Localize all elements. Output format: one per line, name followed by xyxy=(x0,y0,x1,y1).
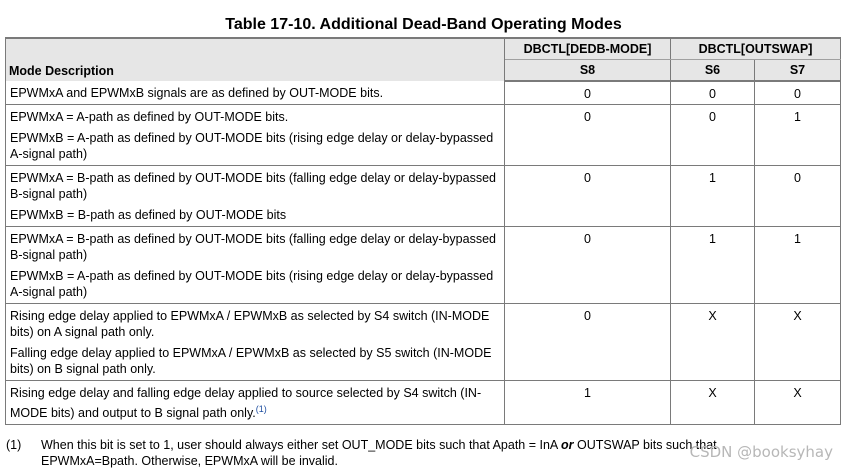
s8-cell: 0 xyxy=(505,166,671,227)
dead-band-modes-table xyxy=(5,37,841,425)
description-line: EPWMxA and EPWMxB signals are as defined by OUT-MODE bits. xyxy=(10,86,384,100)
footnote-number: (1) xyxy=(6,438,22,452)
s6-cell: 1 xyxy=(671,227,755,304)
footnote-ref-link[interactable]: (1) xyxy=(255,404,267,414)
table-row xyxy=(6,304,841,381)
s7-cell: 0 xyxy=(755,81,841,105)
header-s6: S6 xyxy=(671,60,755,82)
header-s8: S8 xyxy=(505,60,671,82)
s7-cell: X xyxy=(755,304,841,381)
description-line xyxy=(10,385,500,421)
table-row xyxy=(6,81,841,105)
s6-cell: 0 xyxy=(671,105,755,166)
watermark: CSDN @booksyhay xyxy=(689,443,833,461)
header-s7: S7 xyxy=(755,60,841,82)
mode-description-cell xyxy=(6,81,505,105)
description-line: Rising edge delay applied to EPWMxA / EPWMxB as selected by S4 switch (IN-MODE bits) on A signal path only. xyxy=(10,309,490,339)
description-line: Falling edge delay applied to EPWMxA / EPWMxB as selected by S5 switch (IN-MODE bits) on B signal path only. xyxy=(10,346,492,376)
description-line: EPWMxB = A-path as defined by OUT-MODE bits (rising edge delay or delay-bypassed A-signal path) xyxy=(10,269,494,299)
footnote-emphasis: or xyxy=(561,438,574,452)
mode-description-cell xyxy=(6,304,505,381)
s8-cell: 1 xyxy=(505,381,671,425)
footnote-text-part: When this bit is set to 1, user should always either set OUT_MODE bits such that Apath = InA xyxy=(41,438,562,452)
s6-cell: X xyxy=(671,381,755,425)
header-mode-description: Mode Description xyxy=(6,38,505,81)
table-row xyxy=(6,227,841,304)
s8-cell: 0 xyxy=(505,304,671,381)
s7-cell: 1 xyxy=(755,105,841,166)
s6-cell: 1 xyxy=(671,166,755,227)
s6-cell: 0 xyxy=(671,81,755,105)
s8-cell: 0 xyxy=(505,105,671,166)
mode-description-cell xyxy=(6,105,505,166)
s8-cell: 0 xyxy=(505,227,671,304)
description-line: EPWMxA = B-path as defined by OUT-MODE bits (falling edge delay or delay-bypassed B-signal path) xyxy=(10,232,496,262)
table-row xyxy=(6,381,841,425)
s7-cell: X xyxy=(755,381,841,425)
s6-cell: X xyxy=(671,304,755,381)
description-line: EPWMxA = A-path as defined by OUT-MODE bits. xyxy=(10,110,289,124)
table-row xyxy=(6,105,841,166)
description-line: EPWMxA = B-path as defined by OUT-MODE bits (falling edge delay or delay-bypassed B-signal path) xyxy=(10,171,496,201)
mode-description-cell xyxy=(6,381,505,425)
s7-cell: 0 xyxy=(755,166,841,227)
s7-cell: 1 xyxy=(755,227,841,304)
mode-description-cell xyxy=(6,227,505,304)
footnote-text xyxy=(41,437,786,469)
s8-cell: 0 xyxy=(505,81,671,105)
mode-description-cell xyxy=(6,166,505,227)
header-outswap: DBCTL[OUTSWAP] xyxy=(671,38,841,60)
description-line: EPWMxB = A-path as defined by OUT-MODE bits (rising edge delay or delay-bypassed A-signal path) xyxy=(10,131,494,161)
footnote-text-part: OUTSWAP bits such that EPWMxA=Bpath. Otherwise, EPWMxA will be invalid. xyxy=(41,438,717,468)
header-dedb-mode: DBCTL[DEDB-MODE] xyxy=(505,38,671,60)
description-text: Rising edge delay and falling edge delay applied to source selected by S4 switch (IN-MODE bits) and output to B signal path only. xyxy=(10,386,482,421)
table-row xyxy=(6,166,841,227)
description-line: EPWMxB = B-path as defined by OUT-MODE bits xyxy=(10,208,287,222)
table-title: Table 17-10. Additional Dead-Band Operating Modes xyxy=(225,16,622,33)
